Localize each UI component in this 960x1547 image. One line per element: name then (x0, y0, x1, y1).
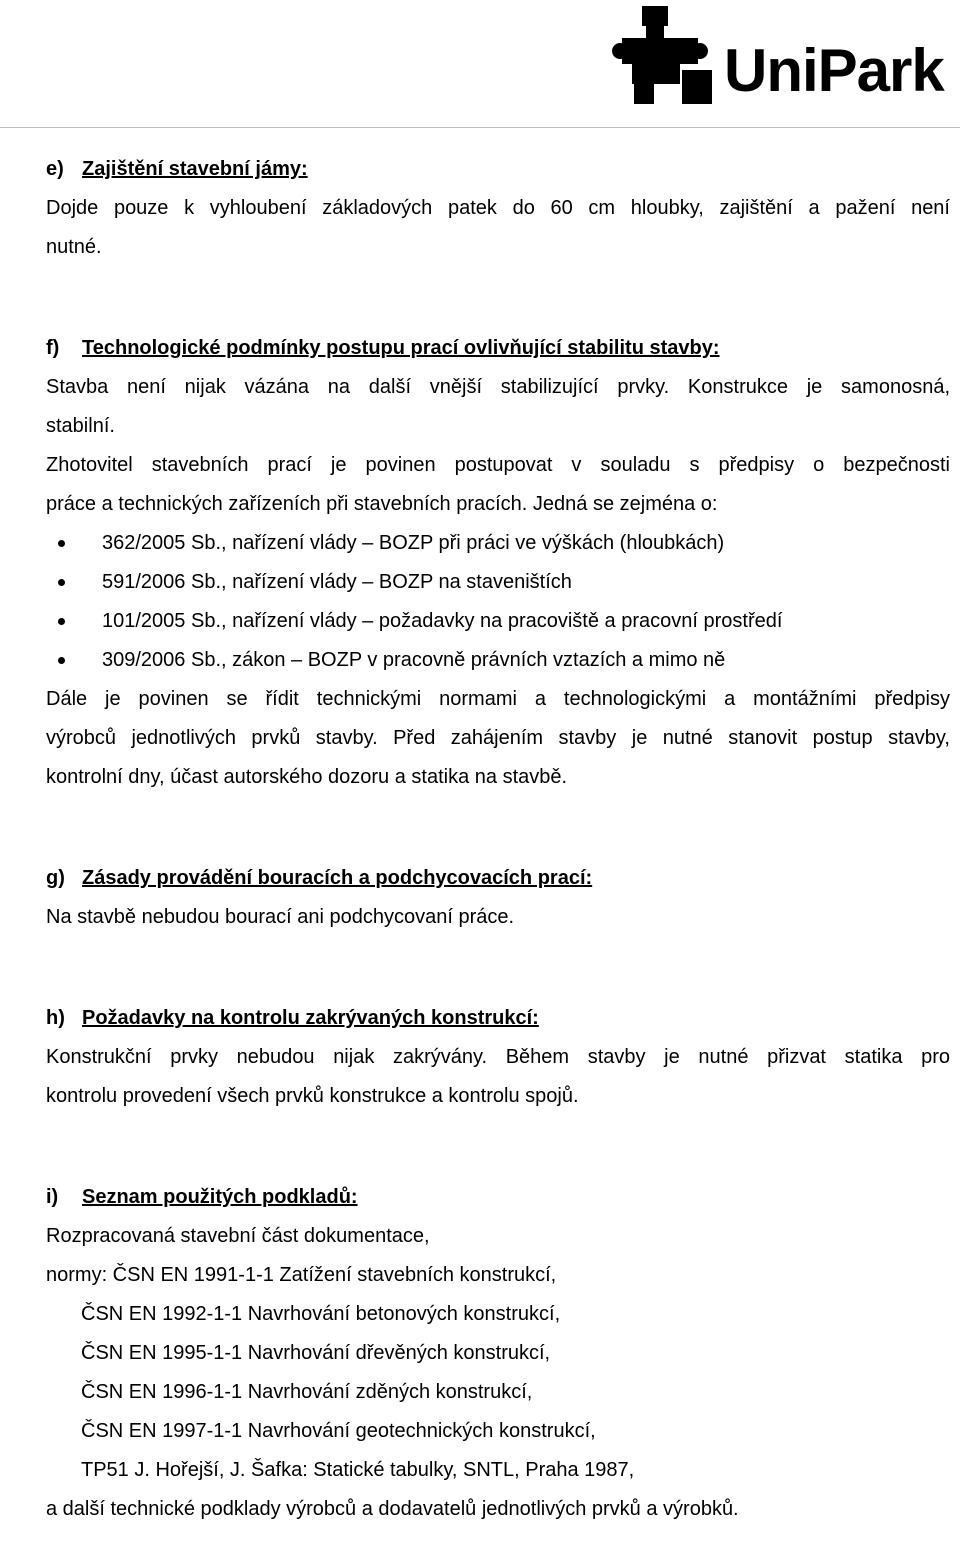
paragraph-line: kontrolní dny, účast autorského dozoru a statika na stavbě. (46, 766, 568, 788)
paragraph-line: Dojde pouze k vyhloubení základových patek do 60 cm hloubky, zajištění a pažení není (46, 197, 950, 219)
paragraph-line: Konstrukční prvky nebudou nijak zakrývány. Během stavby je nutné přizvat statika pro (46, 1046, 950, 1068)
section-e-title: Zajištění stavební jámy: (82, 158, 308, 180)
paragraph-line: Zhotovitel stavebních prací je povinen postupovat v souladu s předpisy o bezpečnosti (46, 454, 950, 476)
paragraph-line: výrobců jednotlivých prvků stavby. Před zahájením stavby je nutné stanovit postup stavby, (46, 727, 950, 749)
section-h-title: Požadavky na kontrolu zakrývaných konstrukcí: (82, 1007, 539, 1029)
section-i-heading: i) Seznam použitých podkladů: (46, 1186, 358, 1208)
logo-text: UniPark (724, 37, 944, 104)
paragraph-line: práce a technických zařízeních při stavebních pracích. Jedná se zejména o: (46, 493, 718, 515)
list-item: 101/2005 Sb., nařízení vlády – požadavky na pracoviště a pracovní prostředí (46, 602, 950, 641)
paragraph-line: Stavba není nijak vázána na další vnější stabilizující prvky. Konstrukce je samonosná, (46, 376, 950, 398)
bullet-icon (56, 602, 102, 641)
paragraph-line: a další technické podklady výrobců a dodavatelů jednotlivých prvků a výrobků. (46, 1498, 739, 1520)
section-e-heading: e) Zajištění stavební jámy: (46, 158, 308, 180)
bullet-icon (56, 641, 102, 680)
list-item: 362/2005 Sb., nařízení vlády – BOZP při práci ve výškách (hloubkách) (46, 524, 950, 563)
paragraph-line: stabilní. (46, 415, 115, 437)
section-i-title: Seznam použitých podkladů: (82, 1186, 358, 1208)
page-header (0, 0, 960, 130)
puzzle-icon (612, 6, 724, 106)
reference-item: ČSN EN 1992-1-1 Navrhování betonových konstrukcí, (81, 1303, 561, 1325)
paragraph-line: kontrolu provedení všech prvků konstrukce a kontrolu spojů. (46, 1085, 579, 1107)
reference-item: ČSN EN 1997-1-1 Navrhování geotechnických konstrukcí, (81, 1420, 596, 1442)
bullet-icon (56, 563, 102, 602)
reference-item: ČSN EN 1996-1-1 Navrhování zděných konstrukcí, (81, 1381, 533, 1403)
list-item: 309/2006 Sb., zákon – BOZP v pracovně právních vztazích a mimo ně (46, 641, 950, 680)
reference-item: ČSN EN 1995-1-1 Navrhování dřevěných konstrukcí, (81, 1342, 551, 1364)
list-item: 591/2006 Sb., nařízení vlády – BOZP na staveništích (46, 563, 950, 602)
paragraph-line: Dále je povinen se řídit technickými normami a technologickými a montážními předpisy (46, 688, 950, 710)
document-body (46, 150, 950, 1529)
paragraph-line: Na stavbě nebudou bourací ani podchycovaní práce. (46, 906, 515, 928)
section-h-heading: h) Požadavky na kontrolu zakrývaných konstrukcí: (46, 1007, 539, 1029)
section-g-title: Zásady provádění bouracích a podchycovacích prací: (82, 867, 593, 889)
paragraph-line: nutné. (46, 236, 102, 258)
section-f-title: Technologické podmínky postupu prací ovlivňující stabilitu stavby: (82, 337, 720, 359)
section-f-heading: f) Technologické podmínky postupu prací ovlivňující stabilitu stavby: (46, 337, 720, 359)
paragraph-line: normy: ČSN EN 1991-1-1 Zatížení stavebních konstrukcí, (46, 1264, 557, 1286)
bullet-icon (56, 524, 102, 563)
unipark-logo (612, 6, 942, 106)
paragraph-line: Rozpracovaná stavební část dokumentace, (46, 1225, 430, 1247)
header-divider (0, 127, 960, 128)
section-g-heading: g) Zásady provádění bouracích a podchycovacích prací: (46, 867, 593, 889)
reference-item: TP51 J. Hořejší, J. Šafka: Statické tabulky, SNTL, Praha 1987, (81, 1459, 635, 1481)
